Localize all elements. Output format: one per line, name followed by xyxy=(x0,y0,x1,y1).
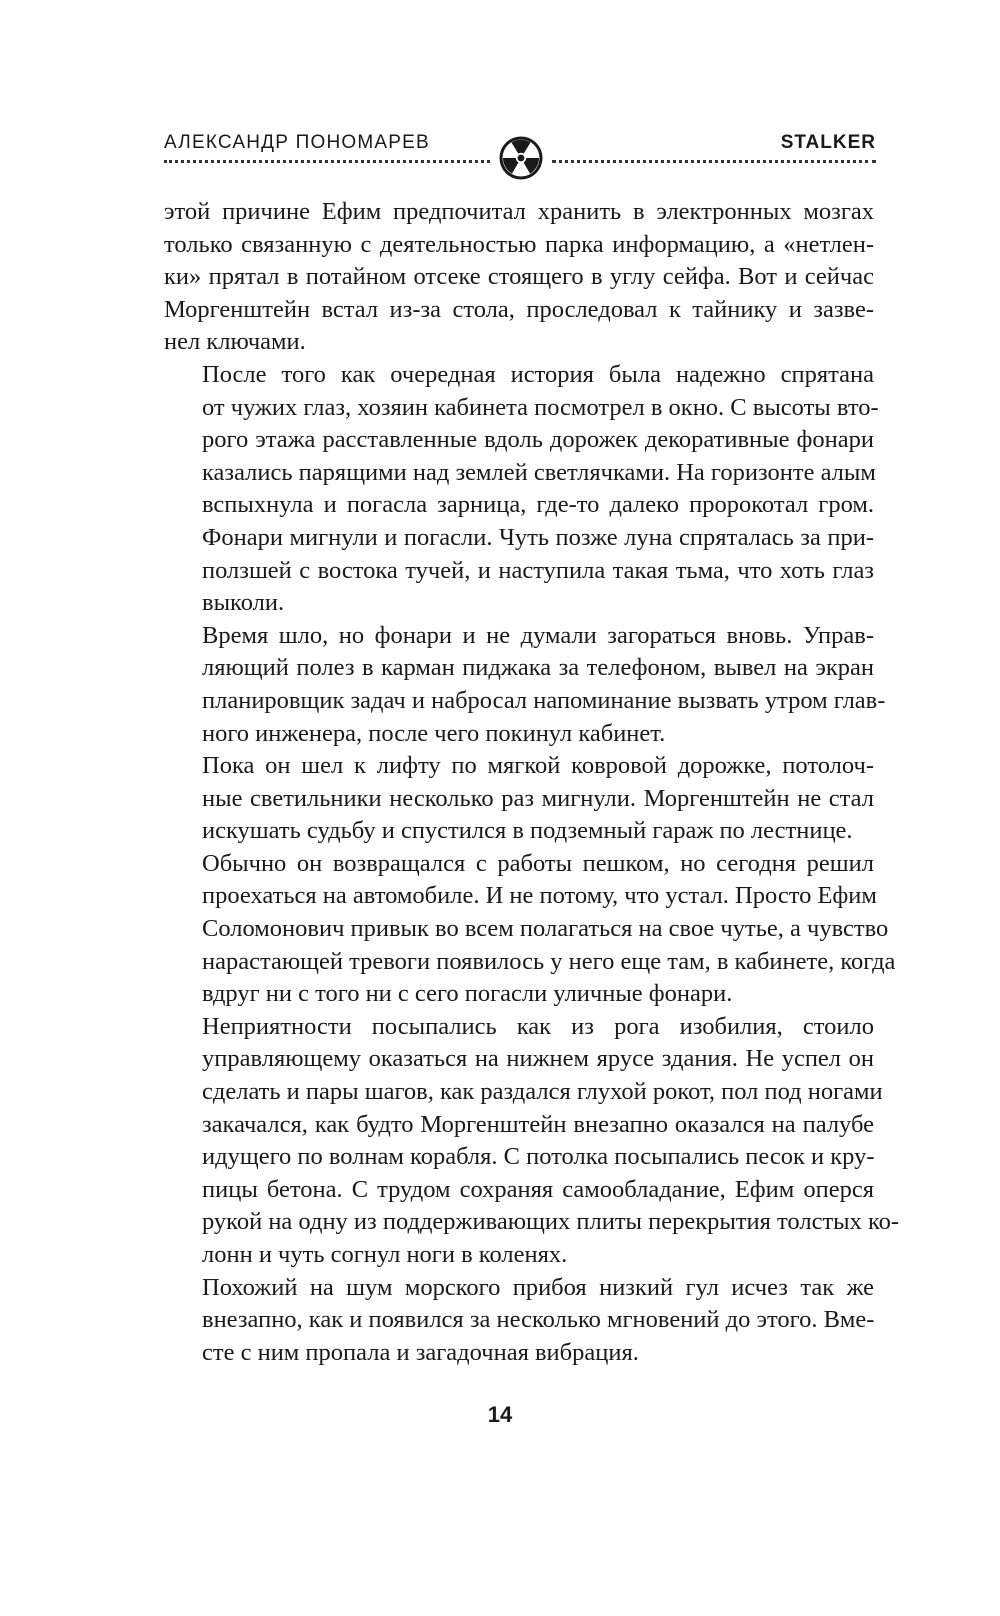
text-line: управляющему оказаться на нижнем ярусе здания. Не успел он xyxy=(202,1045,874,1073)
paragraph xyxy=(164,620,886,750)
paragraph xyxy=(164,1272,874,1370)
text-line: Моргенштейн встал из-за стола, проследовал к тайнику и зазве- xyxy=(164,295,874,323)
text-line: проехаться на автомобиле. И не потому, что устал. Просто Ефим xyxy=(202,882,877,910)
text-line: ки» прятал в потайном отсеке стоящего в углу сейфа. Вот и сейчас xyxy=(164,263,874,291)
page-number: 14 xyxy=(487,1402,513,1427)
text-line: вспыхнула и погасла зарница, где-то далеко пророкотал гром. xyxy=(202,491,874,519)
text-line: Похожий на шум морского прибоя низкий гул исчез так же xyxy=(202,1273,874,1301)
paragraph xyxy=(164,196,874,359)
paragraph xyxy=(164,848,896,1011)
text-line: Время шло, но фонари и не думали загораться вновь. Управ- xyxy=(202,621,874,649)
text-line: выколи. xyxy=(202,589,285,617)
text-line: нел ключами. xyxy=(164,328,306,356)
header-dotted-rule-left xyxy=(164,160,490,163)
text-line: внезапно, как и появился за несколько мгновений до этого. Вме- xyxy=(202,1306,875,1334)
paragraph xyxy=(164,359,879,620)
text-line: После того как очередная история была надежно спрятана xyxy=(202,360,874,388)
text-line: Неприятности посыпались как из рога изобилия, стоило xyxy=(202,1012,874,1040)
text-line: пицы бетона. С трудом сохраняя самообладание, Ефим оперся xyxy=(202,1175,874,1203)
text-line: искушать судьбу и спустился в подземный гараж по лестнице. xyxy=(202,817,853,845)
text-line: рого этажа расставленные вдоль дорожек декоративные фонари xyxy=(202,426,874,454)
radiation-icon xyxy=(498,135,544,181)
text-line: рукой на одну из поддерживающих плиты перекрытия толстых ко- xyxy=(202,1208,900,1236)
text-line: только связанную с деятельностью парка информацию, а «нетлен- xyxy=(164,230,874,258)
text-line: ные светильники несколько раз мигнули. Моргенштейн не стал xyxy=(202,784,874,812)
text-line: идущего по волнам корабля. С потолка посыпались песок и кру- xyxy=(202,1143,875,1171)
text-line: ползшей с востока тучей, и наступила такая тьма, что хоть глаз xyxy=(202,556,874,584)
text-line: от чужих глаз, хозяин кабинета посмотрел в окно. С высоты вто- xyxy=(202,393,879,421)
text-line: Пока он шел к лифту по мягкой ковровой дорожке, потолоч- xyxy=(202,752,874,780)
text-line: ляющий полез в карман пиджака за телефоном, вывел на экран xyxy=(202,654,874,682)
text-line: сте с ним пропала и загадочная вибрация. xyxy=(202,1338,639,1366)
text-line: Соломонович привык во всем полагаться на свое чутье, а чувство xyxy=(202,915,889,943)
text-line: вдруг ни с того ни с сего погасли уличные фонари. xyxy=(202,980,733,1008)
running-header xyxy=(164,128,876,178)
text-line: сделать и пары шагов, как раздался глухой рокот, пол под ногами xyxy=(202,1078,883,1106)
paragraph xyxy=(164,750,874,848)
body-text xyxy=(164,196,900,1369)
text-line: нарастающей тревоги появилось у него еще там, в кабинете, когда xyxy=(202,947,896,975)
paragraph xyxy=(164,1011,900,1272)
header-dotted-rule-right xyxy=(552,160,876,163)
text-line: этой причине Ефим предпочитал хранить в электронных мозгах xyxy=(164,198,874,225)
text-line: планировщик задач и набросал напоминание вызвать утром глав- xyxy=(202,686,886,714)
text-line: казались парящими над землей светлячками. На горизонте алым xyxy=(202,458,876,486)
text-line: лонн и чуть согнул ноги в коленях. xyxy=(202,1241,568,1268)
header-author: АЛЕКСАНДР ПОНОМАРЕВ xyxy=(164,132,430,153)
text-line: ного инженера, после чего покинул кабинет. xyxy=(202,719,666,747)
text-line: Обычно он возвращался с работы пешком, но сегодня решил xyxy=(202,849,874,877)
text-line: закачался, как будто Моргенштейн внезапно оказался на палубе xyxy=(202,1110,874,1138)
text-line: Фонари мигнули и погасли. Чуть позже луна спряталась за при- xyxy=(202,523,874,551)
header-series: STALKER xyxy=(780,132,876,153)
